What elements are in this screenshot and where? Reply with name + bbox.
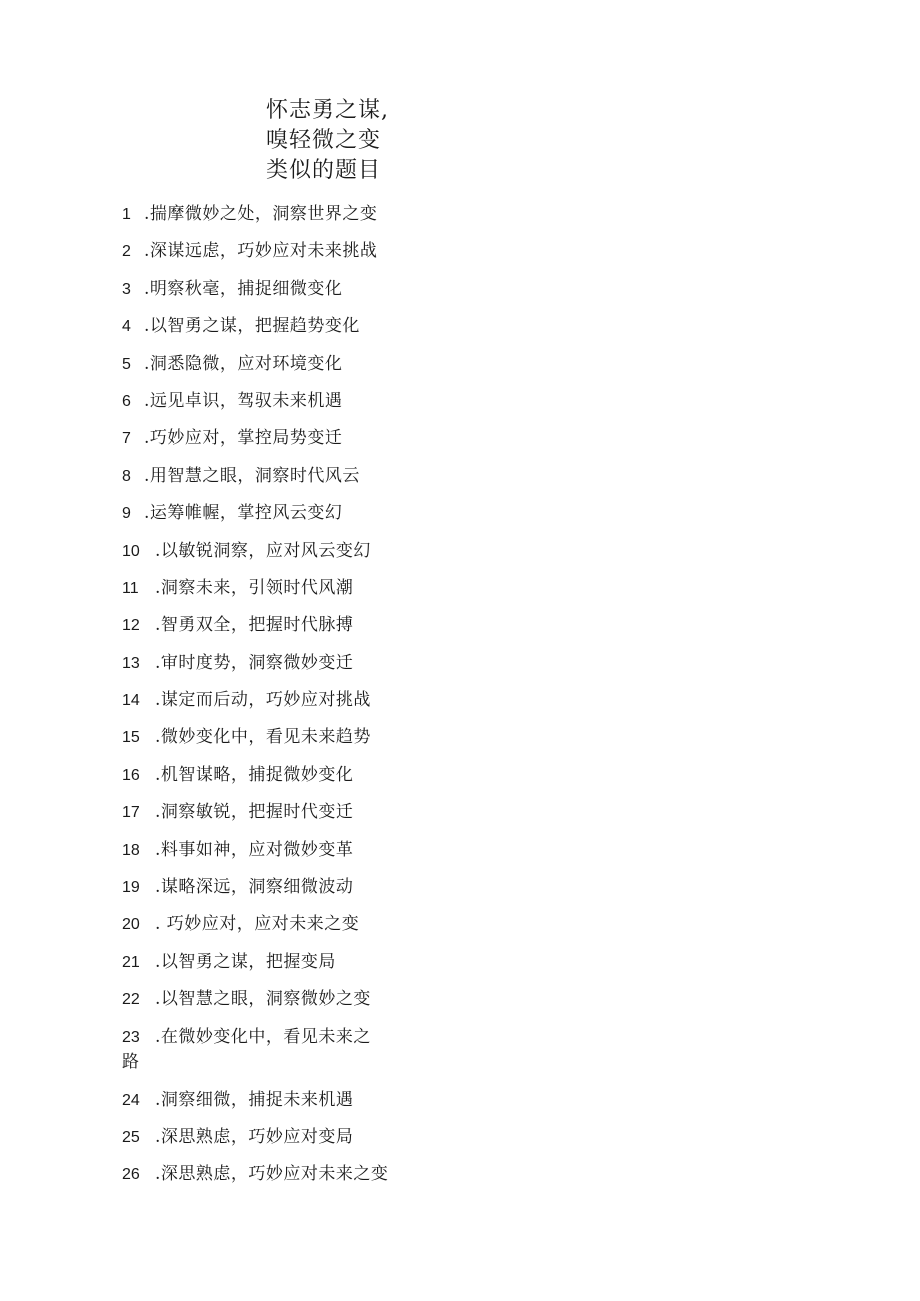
list-item-text: .以智勇之谋，把握变局	[155, 951, 336, 972]
list-item	[122, 800, 522, 825]
list-item	[122, 725, 522, 750]
list-item-number: 2	[122, 243, 131, 261]
list-item-text: .料事如神，应对微妙变革	[155, 839, 354, 860]
list-item-text: .远见卓识，驾驭未来机遇	[144, 390, 343, 411]
list-item	[122, 838, 522, 863]
list-item-text: .运筹帷幄，掌控风云变幻	[144, 503, 343, 524]
list-item-number: 16	[122, 766, 140, 784]
title-line-3: 类似的题目	[266, 158, 382, 183]
list-item-number: 15	[122, 729, 140, 747]
list-item	[122, 501, 522, 526]
numbered-list	[122, 202, 522, 1200]
list-item-text: .微妙变化中，看见未来趋势	[155, 727, 371, 748]
list-item-number: 17	[122, 804, 140, 822]
list-item	[122, 1025, 384, 1074]
list-item-text: .谋定而后动，巧妙应对挑战	[155, 690, 371, 711]
list-item-text: .洞察细微，捕捉未来机遇	[155, 1089, 354, 1110]
list-item-text: .在微妙变化中，看见未来之路	[122, 1026, 371, 1072]
list-item-number: 10	[122, 542, 140, 560]
list-item	[122, 239, 522, 264]
list-item-text: .巧妙应对，掌控局势变迁	[144, 428, 343, 449]
list-item	[122, 763, 522, 788]
list-item-number: 6	[122, 392, 131, 410]
list-item	[122, 314, 522, 339]
list-item	[122, 389, 522, 414]
list-item-number: 7	[122, 430, 131, 448]
list-item-number: 8	[122, 467, 131, 485]
list-item-number: 14	[122, 692, 140, 710]
list-item	[122, 202, 522, 227]
document-title	[266, 96, 526, 186]
title-line-1: 怀志勇之谋,	[266, 98, 389, 123]
list-item	[122, 464, 522, 489]
list-item	[122, 950, 522, 975]
list-item	[122, 352, 522, 377]
list-item	[122, 651, 522, 676]
title-line-2: 嗅轻微之变	[266, 128, 382, 153]
list-item-number: 19	[122, 879, 140, 897]
list-item	[122, 1125, 522, 1150]
list-item	[122, 426, 522, 451]
list-item-number: 21	[122, 953, 140, 971]
list-item-text: .谋略深远，洞察细微波动	[155, 877, 354, 898]
list-item	[122, 613, 522, 638]
list-item-text: .明察秋毫，捕捉细微变化	[144, 278, 343, 299]
list-item-text: .洞悉隐微，应对环境变化	[144, 353, 343, 374]
list-item	[122, 539, 522, 564]
list-item	[122, 576, 522, 601]
list-item-number: 23	[122, 1028, 140, 1046]
list-item-text: .智勇双全，把握时代脉搏	[155, 615, 354, 636]
list-item-text: .深思熟虑，巧妙应对变局	[155, 1126, 354, 1147]
list-item-number: 4	[122, 318, 131, 336]
list-item-text: . 巧妙应对，应对未来之变	[155, 914, 360, 935]
list-item-text: .审时度势，洞察微妙变迁	[155, 652, 354, 673]
list-item-number: 13	[122, 654, 140, 672]
list-item	[122, 875, 522, 900]
list-item	[122, 912, 522, 937]
list-item-number: 9	[122, 505, 131, 523]
list-item-number: 12	[122, 617, 140, 635]
list-item-number: 20	[122, 916, 140, 934]
list-item-number: 1	[122, 206, 131, 223]
list-item-text: .以敏锐洞察，应对风云变幻	[155, 540, 371, 561]
list-item-text: .揣摩微妙之处，洞察世界之变	[144, 204, 378, 224]
list-item-text: .以智勇之谋，把握趋势变化	[144, 316, 360, 337]
list-item	[122, 987, 522, 1012]
list-item	[122, 688, 522, 713]
list-item-number: 25	[122, 1128, 140, 1146]
list-item-number: 3	[122, 280, 131, 298]
list-item-text: .洞察敏锐，把握时代变迁	[155, 802, 354, 823]
list-item-number: 11	[122, 579, 139, 597]
list-item	[122, 277, 522, 302]
list-item-number: 18	[122, 841, 140, 859]
list-item-number: 24	[122, 1091, 140, 1109]
list-item-number: 22	[122, 991, 140, 1009]
list-item-text: .深谋远虑，巧妙应对未来挑战	[144, 241, 378, 262]
list-item-number: 26	[122, 1166, 140, 1184]
list-item-text: .以智慧之眼，洞察微妙之变	[155, 989, 371, 1010]
list-item-text: .用智慧之眼，洞察时代风云	[144, 465, 360, 486]
list-item	[122, 1088, 522, 1113]
list-item	[122, 1162, 522, 1187]
list-item-text: .机智谋略，捕捉微妙变化	[155, 764, 354, 785]
list-item-text: .洞察未来，引领时代风潮	[155, 577, 354, 598]
list-item-number: 5	[122, 355, 131, 373]
list-item-text: .深思熟虑，巧妙应对未来之变	[155, 1164, 389, 1185]
